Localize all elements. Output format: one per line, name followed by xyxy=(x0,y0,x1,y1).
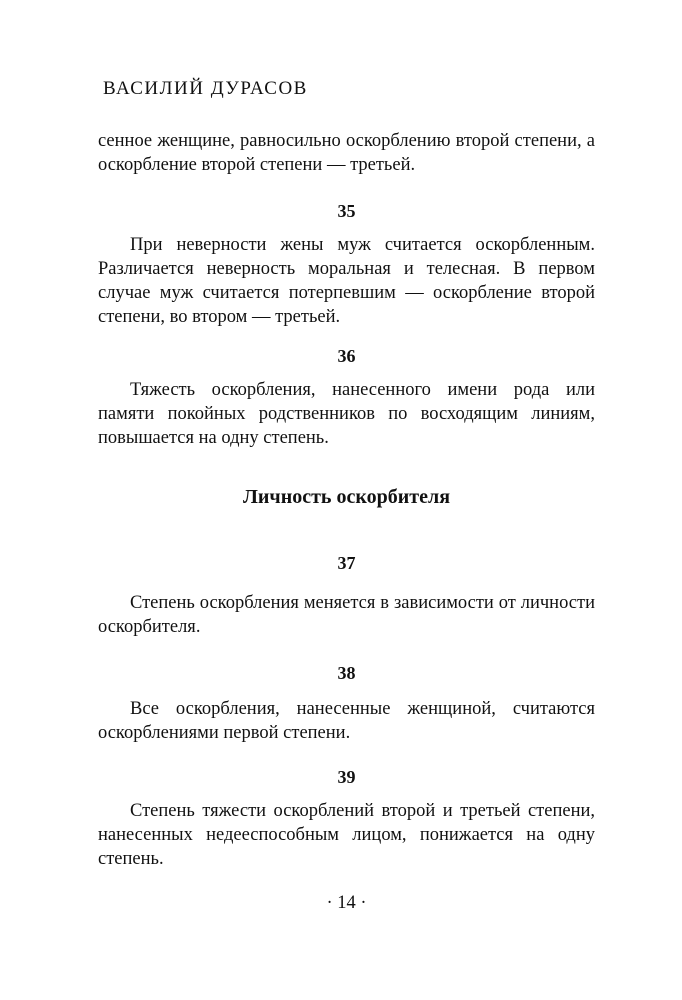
section-heading: Личность оскорбителя xyxy=(242,486,451,508)
article-38-paragraph xyxy=(98,697,595,745)
article-number-38: 38 xyxy=(337,663,356,683)
paragraph-text: Степень тяжести оскорблений второй и третьей степени, нанесенных недееспособным лицом, понижается на одну степень. xyxy=(98,801,595,869)
article-37-paragraph xyxy=(98,591,595,639)
article-number-37: 37 xyxy=(337,553,356,573)
page-number: · 14 · xyxy=(326,893,367,913)
article-number-36: 36 xyxy=(337,346,356,366)
article-number-39: 39 xyxy=(337,767,356,787)
continuation-paragraph xyxy=(98,129,595,177)
article-39-paragraph xyxy=(98,799,595,871)
paragraph-text: Тяжесть оскорбления, нанесенного имени рода или памяти покойных родственников по восходящим линиям, повышается на одну степень. xyxy=(98,380,595,448)
running-header: ВАСИЛИЙ ДУРАСОВ xyxy=(103,78,308,99)
paragraph-text: Все оскорбления, нанесенные женщиной, считаются оскорблениями первой степени. xyxy=(98,699,595,743)
paragraph-text: сенное женщине, равносильно оскорблению второй степени, а оскорбление второй степени — третьей. xyxy=(98,131,595,175)
article-36-paragraph xyxy=(98,378,595,450)
article-number-35: 35 xyxy=(337,201,356,221)
paragraph-text: Степень оскорбления меняется в зависимости от личности оскорбителя. xyxy=(98,593,595,637)
paragraph-text: При неверности жены муж считается оскорбленным. Различается неверность моральная и телесная. В первом случае муж считается потерпевшим — оскорбление второй степени, во втором — третьей. xyxy=(98,235,595,327)
article-35-paragraph xyxy=(98,233,595,329)
